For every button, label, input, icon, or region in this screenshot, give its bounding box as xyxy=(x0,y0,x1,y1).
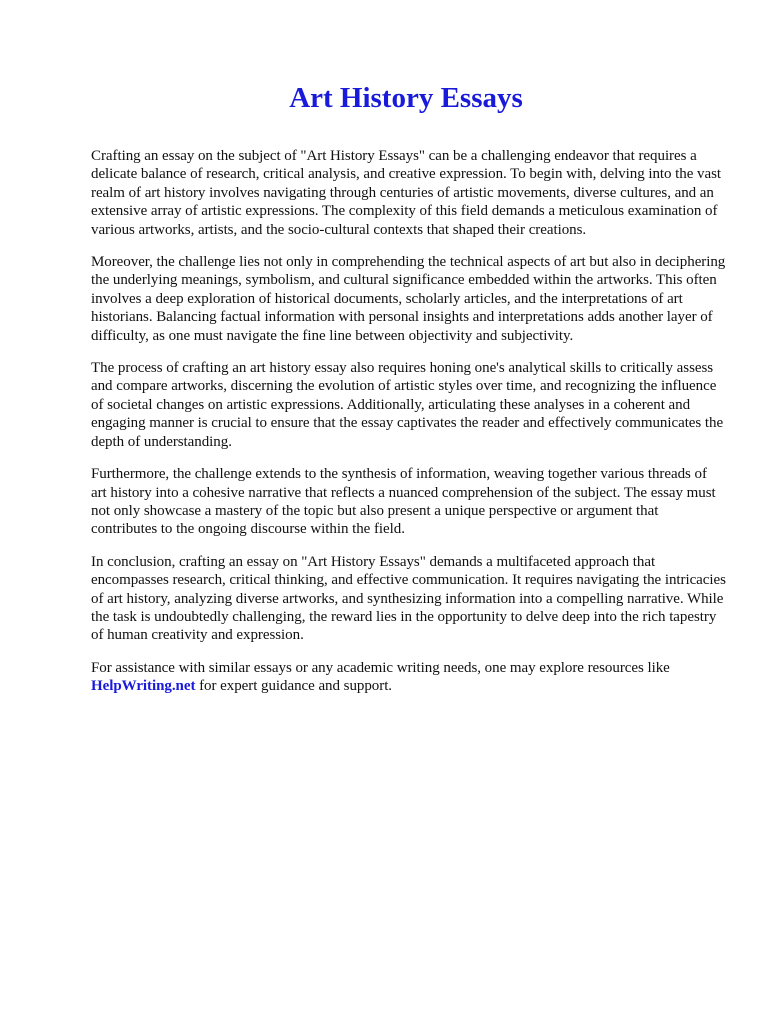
paragraph-1: Crafting an essay on the subject of "Art History Essays" can be a challenging endeavor that requires a delicate balance of research, critical analysis, and creative expression. To begin with, delving into the vast realm of art history involves navigating through centuries of artistic movements, diverse cultures, and an extensive array of artistic expressions. The complexity of this field demands a meticulous examination of various artworks, artists, and the socio-cultural contexts that shaped their creations. xyxy=(91,148,722,238)
paragraph-5: In conclusion, crafting an essay on "Art History Essays" demands a multifaceted approach that encompasses research, critical thinking, and effective communication. It requires navigating the intricacies of art history, analyzing diverse artworks, and synthesizing information into a compelling narrative. While the task is undoubtedly challenging, the reward lies in the opportunity to delve deep into the rich tapestry of human creativity and expression. xyxy=(91,553,726,644)
paragraph-2: Moreover, the challenge lies not only in comprehending the technical aspects of art but also in deciphering the underlying meanings, symbolism, and cultural significance embedded within the artworks. This often involves a deep exploration of historical documents, scholarly articles, and the interpretations of art historians. Balancing factual information with personal insights and interpretations adds another layer of difficulty, as one must navigate the fine line between objectivity and subjectivity. xyxy=(91,254,726,344)
closing-text-before: For assistance with similar essays or any academic writing needs, one may explore resources like xyxy=(91,659,670,676)
document-body xyxy=(91,147,726,710)
helpwriting-link[interactable]: HelpWriting.net xyxy=(91,678,196,695)
paragraph-4: Furthermore, the challenge extends to the synthesis of information, weaving together various threads of art history into a cohesive narrative that reflects a nuanced comprehension of the subject. The essay must not only showcase a mastery of the topic but also present a unique perspective or argument that contributes to the ongoing discourse within the field. xyxy=(91,466,716,538)
closing-text-after: for expert guidance and support. xyxy=(195,678,393,695)
closing-paragraph xyxy=(91,659,726,696)
document-title: Art History Essays xyxy=(289,82,523,114)
paragraph-3: The process of crafting an art history essay also requires honing one's analytical skills to critically assess and compare artworks, discerning the evolution of artistic styles over time, and recognizing the influence of societal changes on artistic expressions. Additionally, articulating these analyses in a coherent and engaging manner is crucial to ensure that the essay captivates the reader and effectively communicates the depth of understanding. xyxy=(91,360,724,450)
